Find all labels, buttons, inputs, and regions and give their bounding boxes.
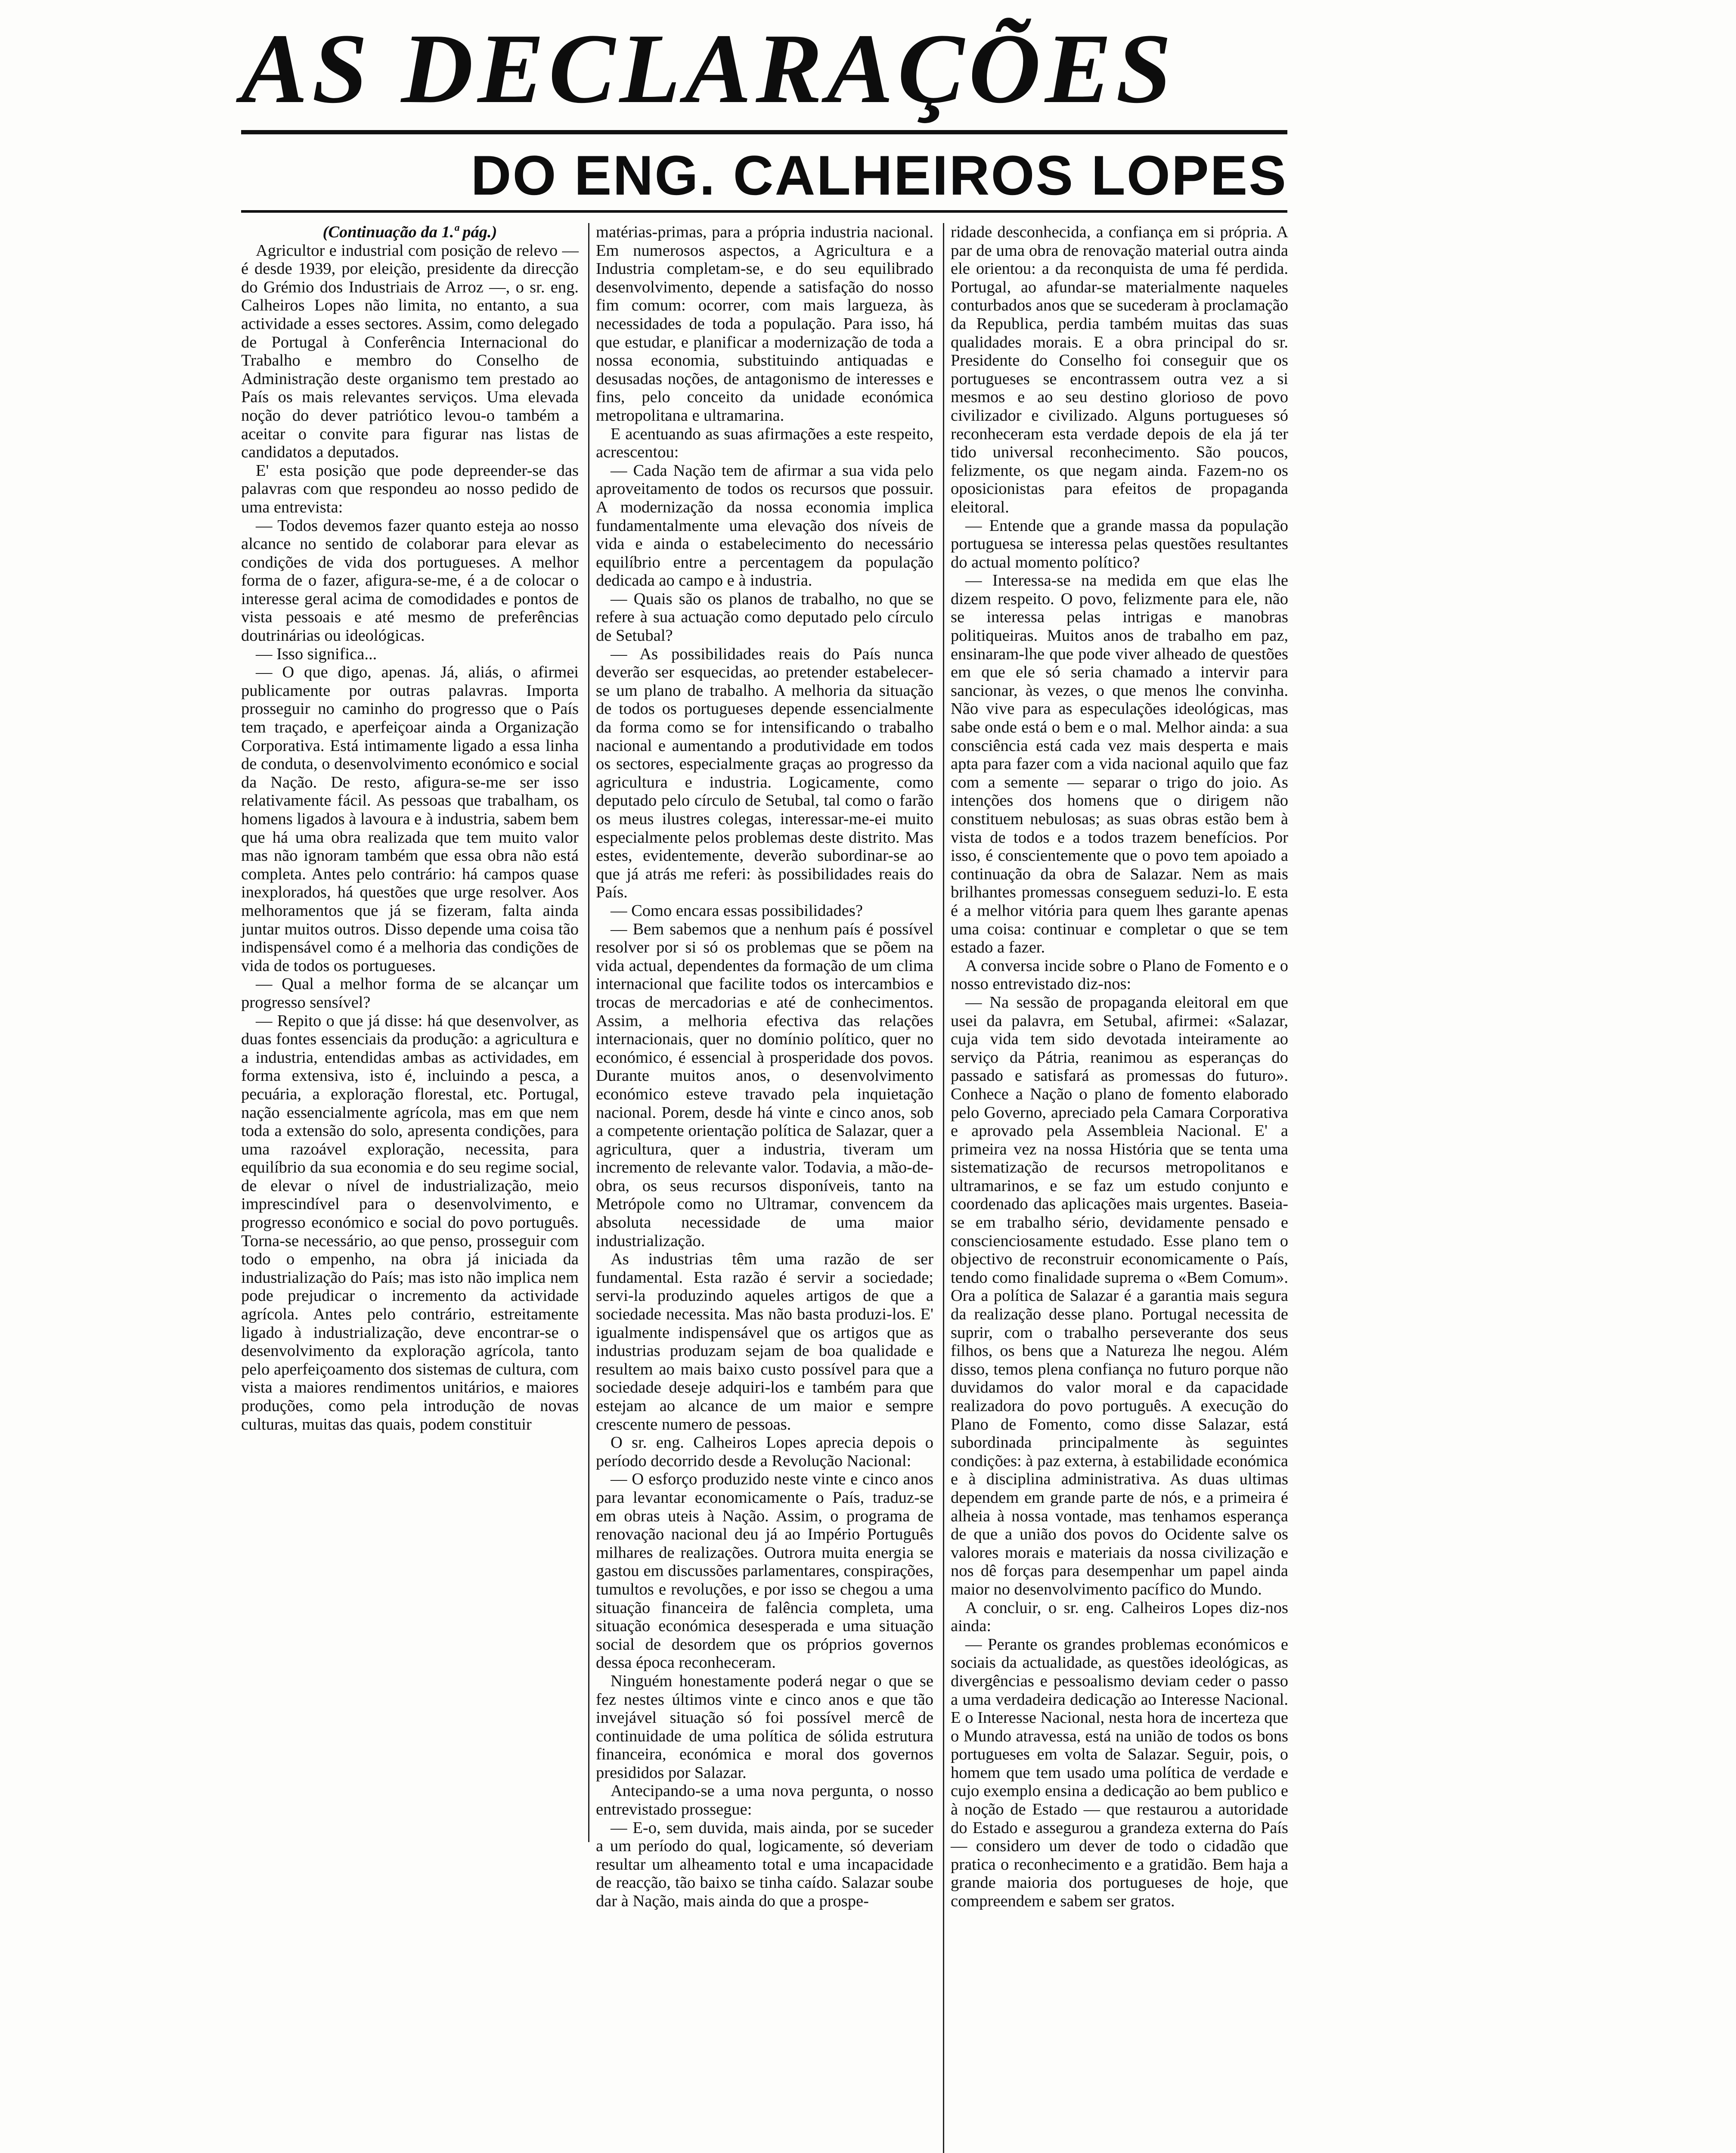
- article-column-1: [241, 223, 579, 1433]
- column-divider: [943, 223, 944, 2153]
- article-column-3: [951, 223, 1288, 1911]
- paragraph: — O esforço produzido neste vinte e cinco anos para levantar economicamente o País, traduz-se em obras uteis à Nação. Assim, o programa de renovação nacional deu já ao Império Português milhares de realizações. Outrora muita energia se gastou em discussões parlamentares, conspirações, tumultos e revoluções, e por isso se chegou a uma situação financeira de falência completa, uma situação económica desesperada e uma situação social de desordem que os próprios governos dessa época reconheceram.: [596, 1470, 933, 1672]
- headline-sub: DO ENG. CALHEIROS LOPES: [471, 144, 1287, 207]
- paragraph: — Perante os grandes problemas económicos e sociais da actualidade, as questões ideológicas, as divergências e pessoalismo deviam ceder o passo a uma verdadeira dedicação ao Interesse Nacional. E o Interesse Nacional, nesta hora de incerteza que o Mundo atravessa, está na união de todos os bons portugueses em volta de Salazar. Seguir, pois, o homem que tem usado uma política de verdade e cujo exemplo ensina a dedicação ao bem publico e à noção de Estado — que restaurou a autoridade do Estado e assegurou a grandeza externa do País — considero um dever de todo o cidadão que pratica o reconhecimento e a gratidão. Bem haja a grande maioria dos portugueses de hoje, que compreendem e sabem ser gratos.: [951, 1635, 1288, 1911]
- paragraph: — Entende que a grande massa da população portuguesa se interessa pelas questões resultantes do actual momento político?: [951, 516, 1288, 571]
- paragraph: — As possibilidades reais do País nunca deverão ser esquecidas, ao pretender estabelecer-se um plano de trabalho. A melhoria da situação de todos os portugueses depende essencialmente da forma como se for intensificando o trabalho nacional e aumentando a produtividade em todos os sectores, especialmente graças ao progresso da agricultura e industria. Logicamente, como deputado pelo círculo de Setubal, tal como o farão os meus ilustres colegas, interessar-me-ei muito especialmente pelos problemas deste distrito. Mas estes, evidentemente, deverão subordinar-se ao que já atrás me referi: às possibilidades reais do País.: [596, 645, 933, 902]
- paragraph: E' esta posição que pode depreender-se das palavras com que respondeu ao nosso pedido de uma entrevista:: [241, 461, 579, 516]
- paragraph: Ninguém honestamente poderá negar o que se fez nestes últimos vinte e cinco anos e que tão invejável situação só foi possível mercê de continuidade de uma política de sólida estrutura financeira, económica e moral dos governos presididos por Salazar.: [596, 1672, 933, 1782]
- paragraph: — Isso significa...: [256, 645, 377, 663]
- article-column-2: [596, 223, 933, 1911]
- article: [241, 13, 1288, 2153]
- paragraph: Agricultor e industrial com posição de relevo — é desde 1939, por eleição, presidente da direcção do Grémio dos Industriais de Arroz —, o sr. eng. Calheiros Lopes não limita, no entanto, a sua actividade a esses sectores. Assim, como delegado de Portugal à Conferência Internacional do Trabalho e membro do Conselho de Administração deste organismo tem prestado ao País os mais relevantes serviços. Uma elevada noção do dever patriótico levou-o também a aceitar o convite para figurar nas listas de candidatos a deputados.: [241, 241, 579, 462]
- paragraph: — Quais são os planos de trabalho, no que se refere à sua actuação como deputado pelo círculo de Setubal?: [596, 589, 933, 645]
- paragraph: As industrias têm uma razão de ser fundamental. Esta razão é servir a sociedade; servi-la produzindo aqueles artigos de que a sociedade necessita. Mas não basta produzi-los. E' igualmente indispensável que os artigos que as industrias produzam sejam de boa qualidade e resultem ao mais baixo custo possível para que a sociedade deseje adquiri-los e também para que estejam ao alcance de um maior e sempre crescente numero de pessoas.: [596, 1250, 933, 1433]
- paragraph: A conversa incide sobre o Plano de Fomento e o nosso entrevistado diz-nos:: [951, 956, 1288, 993]
- paragraph: — Na sessão de propaganda eleitoral em que usei da palavra, em Setubal, afirmei: «Salazar, cuja vida tem sido devotada inteiramente ao serviço da Pátria, reanimou as esperanças do passado e satisfará as promessas do futuro». Conhece a Nação o plano de fomento elaborado pelo Governo, apreciado pela Camara Corporativa e aprovado pela Assembleia Nacional. E' a primeira vez na nossa História que se tenta uma sistematização de recursos metropolitanos e ultramarinos, e se faz um estudo conjunto e coordenado das aplicações mais urgentes. Baseia-se em trabalho sério, devidamente pensado e conscienciosamente estudado. Esse plano tem o objectivo de reconstruir economicamente o País, tendo como finalidade suprema o «Bem Comum». Ora a política de Salazar é a garantia mais segura da realização desse plano. Portugal necessita de suprir, com o trabalho perseverante dos seus filhos, os bens que a Natureza lhe negou. Além disso, temos plena confiança no futuro porque não duvidamos do valor moral e da capacidade realizadora do povo português. A execução do Plano de Fomento, como disse Salazar, está subordinada principalmente às seguintes condições: à paz externa, à estabilidade económica e à disciplina administrativa. As duas ultimas dependem em grande parte de nós, e a primeira é alheia à nossa vontade, mas tenhamos esperança de que a união dos povos do Ocidente salve os valores morais e materiais da nossa civilização e nos dê forças para desempenhar um papel ainda maior no desenvolvimento pacífico do Mundo.: [951, 993, 1288, 1598]
- paragraph: — Bem sabemos que a nenhum país é possível resolver por si só os problemas que se põem na vida actual, dependentes da formação de um clima internacional que facilite todos os intercambios e trocas de mercadorias e até de conhecimentos. Assim, a melhoria efectiva das relações internacionais, quer no domínio político, quer no económico, é essencial à prosperidade dos povos. Durante muitos anos, o desenvolvimento económico esteve travado pela inquietação nacional. Porem, desde há vinte e cinco anos, sob a competente orientação política de Salazar, quer a agricultura, quer a industria, tiveram um incremento de relevante valor. Todavia, a mão-de-obra, os seus recursos disponíveis, tanto na Metrópole como no Ultramar, convencem da absoluta necessidade de uma maior industrialização.: [596, 920, 933, 1250]
- paragraph: — Qual a melhor forma de se alcançar um progresso sensível?: [241, 975, 579, 1011]
- column-divider: [588, 223, 589, 1842]
- paragraph: — Como encara essas possibilidades?: [611, 901, 863, 920]
- paragraph: O sr. eng. Calheiros Lopes aprecia depois o período decorrido desde a Revolução Nacional:: [596, 1433, 933, 1470]
- paragraph: — Interessa-se na medida em que elas lhe dizem respeito. O povo, felizmente para ele, não se interessa pelas intrigas e manobras politiqueiras. Muitos anos de trabalho em paz, ensinaram-lhe que pode viver alheado de questões em que ele só seria chamado a intervir para sancionar, às vezes, o que menos lhe convinha. Não vive para as especulações ideológicas, mas sabe onde está o bem e o mal. Melhor ainda: a sua consciência está cada vez mais desperta e mais apta para fazer com a vida nacional aquilo que faz com a semente — separar o trigo do joio. As intenções dos homens que o dirigem não constituem nebulosas; as suas obras estão bem à vista de todos e a todos trazem benefícios. Por isso, é conscientemente que o povo tem apoiado a continuação da obra de Salazar. Nem as mais brilhantes promessas conseguem seduzi-lo. E esta é a melhor vitória para quem lhes garante apenas uma coisa: continuar e completar o que se tem estado a fazer.: [951, 571, 1288, 957]
- paragraph: — Repito o que já disse: há que desenvolver, as duas fontes essenciais da produção: a agricultura e a industria, entendidas ambas as actividades, em forma extensiva, isto é, incluindo a pesca, a pecuária, a exploração florestal, etc. Portugal, nação essencialmente agrícola, mas em que nem toda a extensão do solo, apresenta condições, para uma razoável exploração, necessita, para equilíbrio da sua economia e do seu regime social, de elevar o nível de industrialização, meio imprescindível para o desenvolvimento, e progresso económico e social do povo português. Torna-se necessário, ao que penso, prosseguir com todo o empenho, na obra já iniciada da industrialização do País; mas isto não implica nem pode prejudicar o incremento da actividade agrícola. Antes pelo contrário, estreitamente ligado à industrialização, deve encontrar-se o desenvolvimento da exploração agrícola, tanto pelo aperfeiçoamento dos sistemas de cultura, com vista a maiores rendimentos unitários, e maiores produções, como pela introdução de novas culturas, muitas das quais, podem constituir: [241, 1011, 579, 1433]
- headline-main: AS DECLARAÇÕES: [241, 13, 1176, 124]
- continuation-note: (Continuação da 1.ª pág.): [322, 223, 497, 241]
- paragraph: ridade desconhecida, a confiança em si própria. A par de uma obra de renovação material outra ainda ele orientou: a da reconquista de uma fé perdida. Portugal, ao afundar-se materialmente naqueles conturbados anos que se sucederam à proclamação da Republica, perdia também muitas das suas qualidades morais. E a obra principal do sr. Presidente do Conselho foi conseguir que os portugueses se encontrassem outra vez a si mesmos e ao seu destino glorioso de povo civilizador e civilizado. Alguns portugueses só reconheceram esta verdade depois de ela já ter tido universal reconhecimento. São poucos, felizmente, os que negam ainda. Fazem-no os oposicionistas para efeitos de propaganda eleitoral.: [951, 223, 1288, 516]
- paragraph: E acentuando as suas afirmações a este respeito, acrescentou:: [596, 425, 933, 462]
- paragraph: — O que digo, apenas. Já, aliás, o afirmei publicamente por outras palavras. Importa prosseguir no caminho do progresso que o País tem traçado, e aperfeiçoar ainda a Organização Corporativa. Está intimamente ligado a essa linha de conduta, o desenvolvimento económico e social da Nação. De resto, afigura-se-me ser isso relativamente fácil. As pessoas que trabalham, os homens ligados à lavoura e à industria, sabem bem que há uma obra realizada que tem muito valor mas não ignoram também que essa obra não está completa. Antes pelo contrário: há campos quase inexplorados, há questões que urge resolver. Aos melhoramentos que já se fizeram, falta ainda juntar muitos outros. Disso depende uma coisa tão indispensável como é a melhoria das condições de vida de todos os portugueses.: [241, 663, 579, 975]
- paragraph: Antecipando-se a uma nova pergunta, o nosso entrevistado prossegue:: [596, 1782, 933, 1819]
- headline-divider: [241, 130, 1287, 134]
- paragraph: matérias-primas, para a própria industria nacional. Em numerosos aspectos, a Agricultura e a Industria completam-se, e do seu equilibrado desenvolvimento, depende a satisfação do nosso fim comum: ocorrer, com mais largueza, às necessidades de toda a população. Para isso, há que estudar, e planificar a modernização de toda a nossa economia, substituindo antiquadas e desusadas noções, de antagonismo de interesses e fins, pelo conceito da unidade económica metropolitana e ultramarina.: [596, 223, 933, 425]
- headline-divider-bottom: [241, 210, 1287, 213]
- paragraph: A concluir, o sr. eng. Calheiros Lopes diz-nos ainda:: [951, 1598, 1288, 1635]
- paragraph: — E-o, sem duvida, mais ainda, por se suceder a um período do qual, logicamente, só deveriam resultar um alheamento total e uma incapacidade de reacção, tão baixo se tinha caído. Salazar soube dar à Nação, mais ainda do que a prospe-: [596, 1818, 933, 1911]
- paragraph: — Cada Nação tem de afirmar a sua vida pelo aproveitamento de todos os recursos que possuir. A modernização da nossa economia implica fundamentalmente uma elevação dos níveis de vida e ainda o estabelecimento do necessário equilíbrio entre a percentagem da população dedicada ao campo e à industria.: [596, 461, 933, 590]
- paragraph: — Todos devemos fazer quanto esteja ao nosso alcance no sentido de colaborar para elevar as condições de vida dos portugueses. A melhor forma de o fazer, afigura-se-me, é a de colocar o interesse geral acima de comodidades e pontos de vista pessoais e até mesmo de preferências doutrinárias ou ideológicas.: [241, 516, 579, 645]
